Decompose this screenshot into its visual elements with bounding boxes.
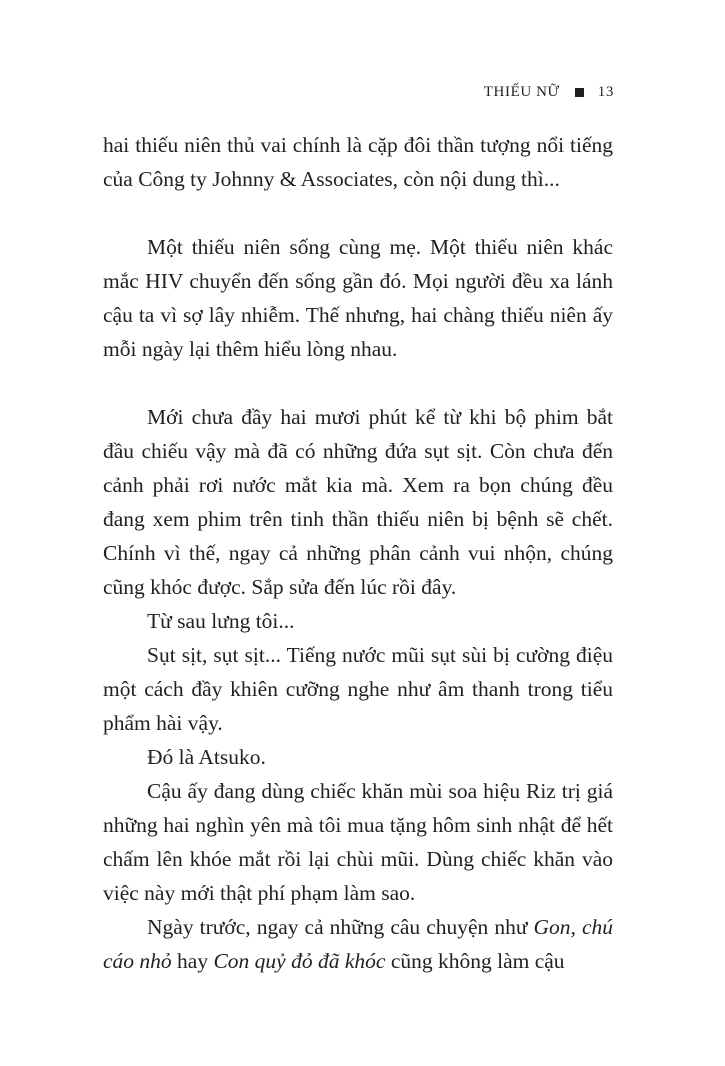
paragraph-sniffling: Sụt sịt, sụt sịt... Tiếng nước mũi sụt sùi bị cường điệu một cách đầy khiên cưỡng nghe như âm thanh trong tiểu phẩm hài vậy. — [103, 643, 613, 735]
paragraph-film-summary: Một thiếu niên sống cùng mẹ. Một thiếu niên khác mắc HIV chuyển đến sống gần đó. Mọi người đều xa lánh cậu ta vì sợ lây nhiễm. Thế nhưng, hai chàng thiếu niên ấy mỗi ngày lại thêm hiểu lòng nhau. — [103, 235, 613, 361]
paragraph-text: hay — [171, 949, 214, 973]
paragraph-stories — [103, 910, 613, 978]
paragraph-text: cũng không làm cậu — [385, 949, 565, 973]
paragraph-atsuko: Đó là Atsuko. — [147, 745, 266, 769]
separator-square-icon — [575, 88, 584, 97]
paragraph-continued: hai thiếu niên thủ vai chính là cặp đôi thần tượng nổi tiếng của Công ty Johnny & Associates, còn nội dung thì... — [103, 133, 613, 191]
paragraph-handkerchief: Cậu ấy đang dùng chiếc khăn mùi soa hiệu Riz trị giá những hai nghìn yên mà tôi mua tặng hôm sinh nhật để hết chấm lên khóe mắt rồi lại chùi mũi. Dùng chiếc khăn vào việc này mới thật phí phạm làm sao. — [103, 779, 613, 905]
paragraph-behind-me: Từ sau lưng tôi... — [147, 609, 295, 633]
paragraph-audience: Mới chưa đầy hai mươi phút kể từ khi bộ phim bắt đầu chiếu vậy mà đã có những đứa sụt sịt. Còn chưa đến cảnh phải rơi nước mắt kia mà. Xem ra bọn chúng đều đang xem phim trên tinh thần thiếu niên bị bệnh sẽ chết. Chính vì thế, ngay cả những phân cảnh vui nhộn, chúng cũng khóc được. Sắp sửa đến lúc rồi đây. — [103, 405, 613, 599]
story-title-red-ogre: Con quỷ đỏ đã khóc — [213, 949, 386, 973]
paragraph-gap — [103, 196, 613, 230]
paragraph-gap — [103, 366, 613, 400]
page-body — [103, 128, 613, 978]
story-title-gon: Gon, chú cáo nhỏ — [103, 915, 613, 973]
running-header — [484, 84, 614, 101]
paragraph-text: Ngày trước, ngay cả những câu chuyện như — [147, 915, 534, 939]
running-title: THIẾU NỮ — [483, 84, 560, 100]
page-number: 13 — [597, 84, 614, 100]
